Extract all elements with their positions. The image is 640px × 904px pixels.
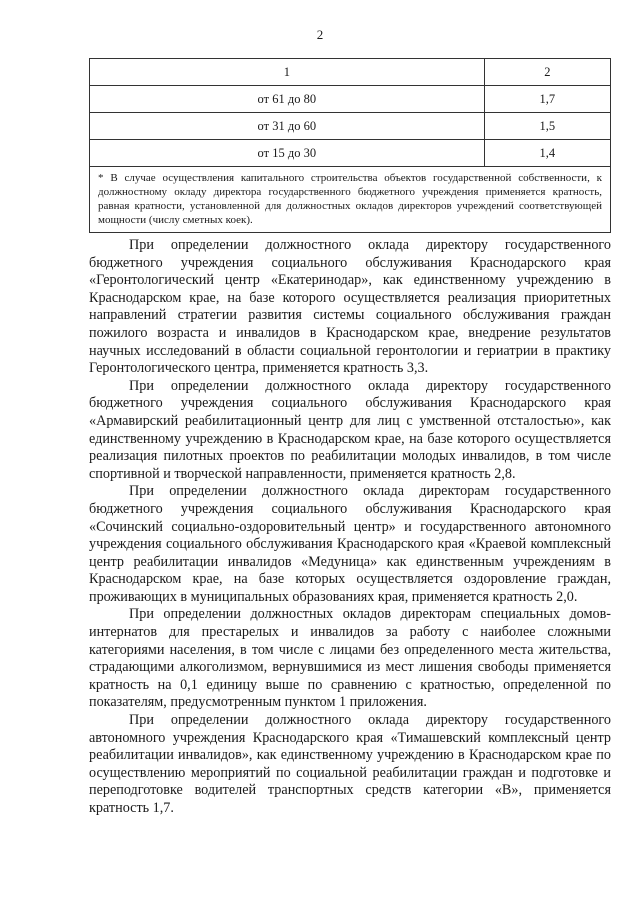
table-cell-ratio: 1,7 — [484, 86, 610, 113]
paragraph: При определении должностного оклада директорам государственного бюджетного учреждения социального обслуживания Краснодарского края «Сочинский социально-оздоровительный центр» и государственного автономного учреждения социального обслуживания Краснодарского края «Краевой комплексный центр реабилитации инвалидов «Медуница» как единственным учреждениям в Краснодарском крае, на базе которых осуществляется оздоровление граждан, проживающих в муниципальных образованиях края, применяется кратность 2,0. — [89, 483, 611, 605]
table-footnote: * В случае осуществления капитального строительства объектов государственной собственности, к должностному окладу директора государственного бюджетного учреждения применяется кратность, равная кратности, установленной для должностных окладов директоров учреждений соответствующей мощности (числу сметных коек). — [90, 167, 611, 233]
paragraph: При определении должностного оклада директору государственного автономного учреждения Краснодарского края «Тимашевский комплексный центр реабилитации инвалидов», как единственному учреждению в Краснодарском крае по осуществлению мероприятий по социальной реабилитации граждан и подготовке и переподготовке водителей транспортных средств категории «В», применяется кратность 1,7. — [89, 712, 611, 816]
body-text — [89, 237, 611, 818]
table-row — [90, 140, 611, 167]
table-cell-range: от 31 до 60 — [90, 113, 485, 140]
page-number: 2 — [316, 27, 324, 42]
table-cell-ratio: 1,4 — [484, 140, 610, 167]
paragraph: При определении должностного оклада директору государственного бюджетного учреждения социального обслуживания Краснодарского края «Армавирский реабилитационный центр для лиц с умственной отсталостью», как единственному учреждению в Краснодарском крае, на базе которого осуществляется реализация пилотных проектов по реабилитации молодых инвалидов, в том числе спортивной и творческой направленности, применяется кратность 2,8. — [89, 377, 611, 482]
table-cell-range: от 15 до 30 — [90, 140, 485, 167]
paragraph: При определении должностного оклада директору государственного бюджетного учреждения социального обслуживания Краснодарского края «Геронтологический центр «Екатеринодар», как единственному учреждению в Краснодарском крае, на базе которого осуществляется реализация приоритетных направлений стратегии развития системы социального обслуживания граждан пожилого возраста и инвалидов в Краснодарском крае, внедрение результатов научных исследований в области социальной геронтологии и гериатрии в практику Геронтологического центра, применяется кратность 3,3. — [89, 237, 611, 377]
table-header-row — [90, 59, 611, 86]
table-cell-ratio: 1,5 — [484, 113, 610, 140]
table-header-cell-2: 2 — [484, 59, 610, 86]
table-cell-range: от 61 до 80 — [90, 86, 485, 113]
table-footnote-row — [90, 167, 611, 233]
ratio-table — [89, 58, 611, 233]
table-row — [90, 113, 611, 140]
table-header-cell-1: 1 — [90, 59, 485, 86]
table-row — [90, 86, 611, 113]
paragraph: При определении должностных окладов директорам специальных домов-интернатов для престарелых и инвалидов за работу с наиболее сложными категориями населения, в том числе с лицами без определенного места жительства, страдающими алкоголизмом, вернувшимися из мест лишения свободы применяется кратность на 0,1 единицу выше по сравнению с кратностью, определенной по показателям, предусмотренным пунктом 1 приложения. — [89, 606, 611, 711]
